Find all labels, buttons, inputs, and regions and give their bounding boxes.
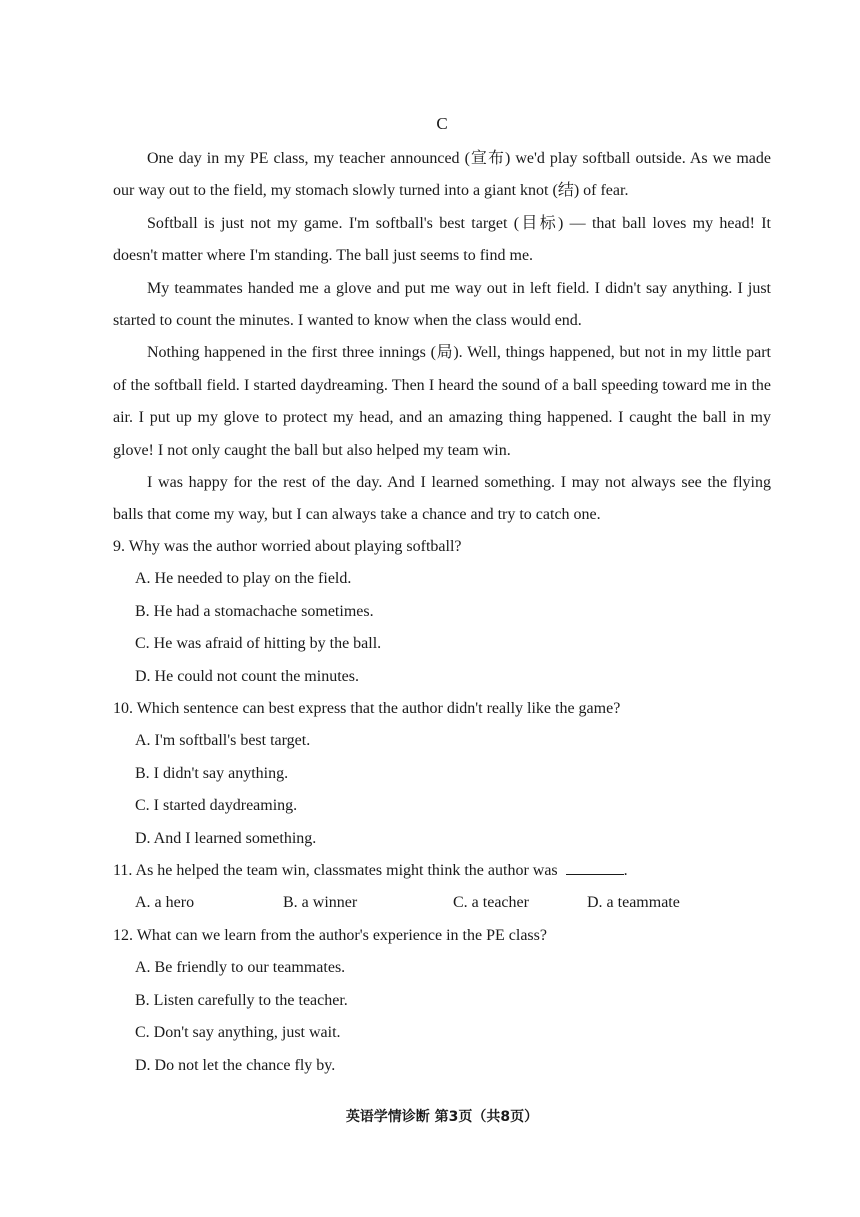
question-10	[113, 693, 773, 855]
question-stem: 10. Which sentence can best express that the author didn't really like the game?	[113, 700, 621, 718]
answer-option: A. a hero	[135, 894, 195, 912]
answer-option: C. Don't say anything, just wait.	[135, 1024, 341, 1042]
question-stem: 9. Why was the author worried about playing softball?	[113, 538, 462, 555]
passage-paragraph: Softball is just not my game. I'm softball's best target (目标) — that ball loves my head! It doesn't matter where I'm standing. The ball just seems to find me.	[113, 214, 771, 265]
page-footer: 英语学情诊断 第3页（共8页）	[345, 1109, 539, 1125]
answer-option: A. I'm softball's best target.	[135, 732, 311, 750]
passage-paragraph: Nothing happened in the first three innings (局). Well, things happened, but not in my little part of the softball field. I started daydreaming. Then I heard the sound of a ball speeding toward me in the air. I put up my glove to protect my head, and an amazing thing happened. I caught the ball in my glove! I not only caught the ball but also helped my team win.	[113, 344, 771, 459]
answer-option: C. He was afraid of hitting by the ball.	[135, 635, 382, 653]
question-11	[113, 855, 773, 920]
answer-option: D. And I learned something.	[135, 829, 317, 847]
question-stem-end: .	[623, 862, 628, 880]
question-list	[113, 531, 773, 1082]
reading-passage	[113, 143, 771, 532]
question-stem: 12. What can we learn from the author's experience in the PE class?	[113, 926, 547, 944]
question-stem	[113, 855, 773, 887]
answer-option: A. Be friendly to our teammates.	[135, 959, 346, 977]
answer-option-row	[113, 887, 773, 919]
question-stem-text: 11. As he helped the team win, classmates might think the author was	[113, 862, 558, 880]
answer-option: B. Listen carefully to the teacher.	[135, 991, 348, 1009]
passage-paragraph: One day in my PE class, my teacher announced (宣布) we'd play softball outside. As we made our way out to the field, my stomach slowly turned into a giant knot (结) of fear.	[113, 150, 771, 200]
section-heading: C	[436, 114, 448, 133]
answer-option: A. He needed to play on the field.	[135, 570, 352, 588]
answer-option: B. He had a stomachache sometimes.	[135, 602, 374, 620]
answer-option: D. Do not let the chance fly by.	[135, 1056, 336, 1074]
answer-blank	[566, 860, 624, 875]
answer-option: D. He could not count the minutes.	[135, 667, 359, 685]
answer-option: C. I started daydreaming.	[135, 797, 298, 815]
question-9	[113, 531, 773, 693]
passage-paragraph: I was happy for the rest of the day. And I learned something. I may not always see the flying balls that come my way, but I can always take a chance and try to catch one.	[113, 474, 771, 524]
answer-option: C. a teacher	[453, 894, 529, 912]
passage-paragraph: My teammates handed me a glove and put me way out in left field. I didn't say anything. I just started to count the minutes. I wanted to know when the class would end.	[113, 279, 771, 330]
question-12	[113, 920, 773, 1082]
answer-option: B. I didn't say anything.	[135, 764, 289, 782]
answer-option: B. a winner	[283, 894, 358, 912]
answer-option: D. a teammate	[587, 894, 680, 912]
